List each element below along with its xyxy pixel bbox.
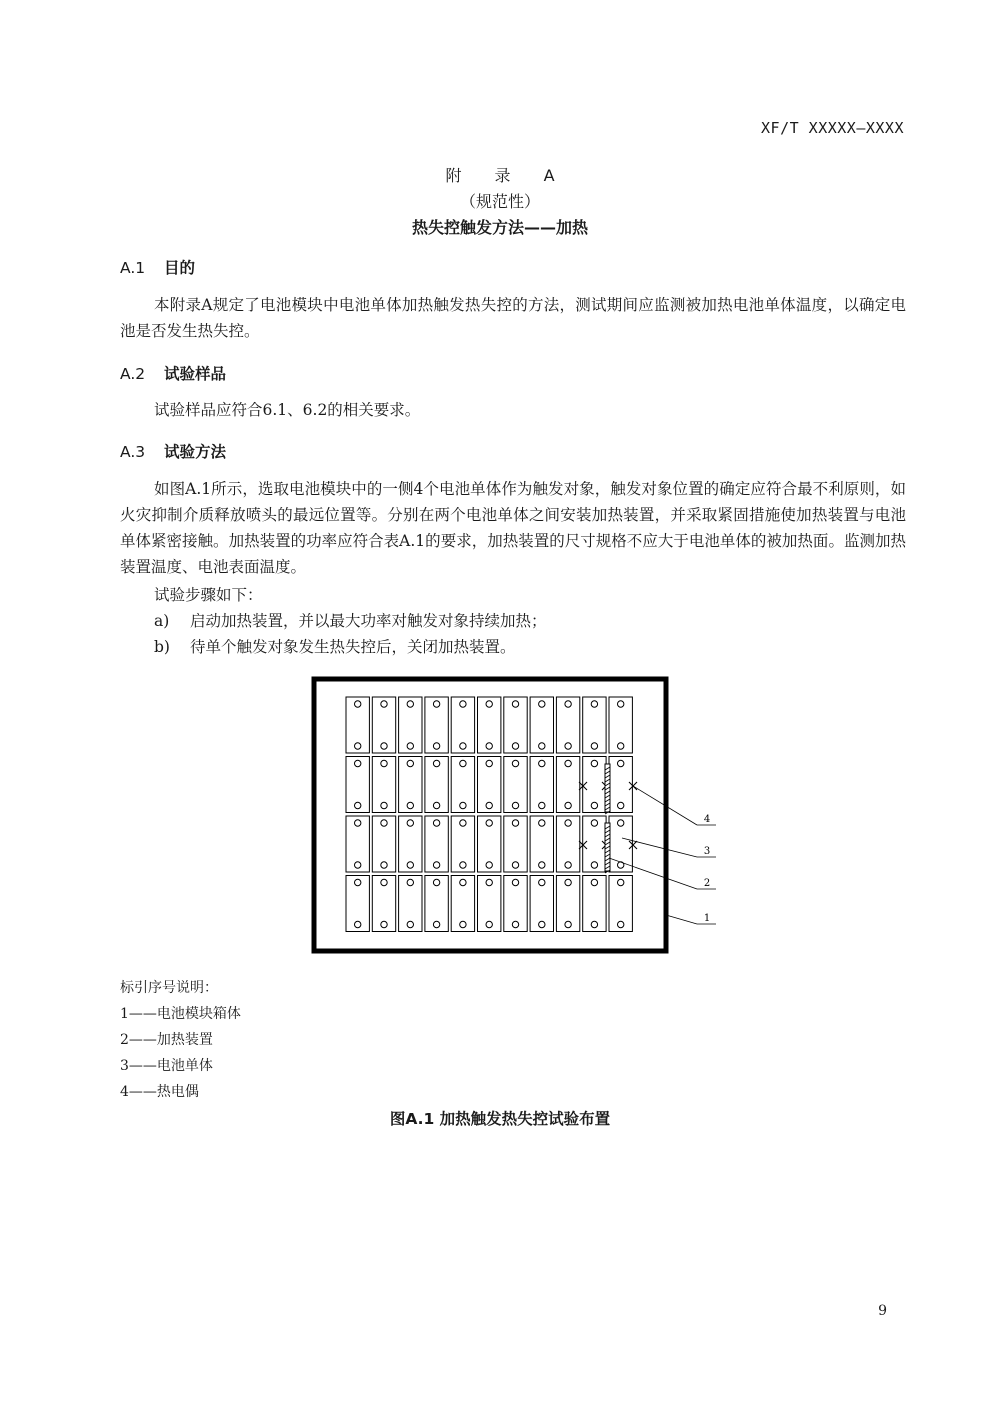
callout-3: 3 bbox=[703, 846, 711, 857]
cell-terminal bbox=[539, 862, 545, 868]
callout-1: 1 bbox=[703, 913, 711, 924]
heater-strip-upper bbox=[605, 764, 610, 814]
cell-terminal bbox=[539, 879, 545, 885]
cell-terminal bbox=[565, 802, 571, 808]
cell-terminal bbox=[460, 743, 466, 749]
leader-line-1 bbox=[666, 915, 697, 924]
cell-terminal bbox=[539, 760, 545, 766]
cell-terminal bbox=[618, 743, 624, 749]
battery-cell-grid bbox=[346, 697, 632, 932]
cell-terminal bbox=[460, 820, 466, 826]
cell-terminal bbox=[486, 701, 492, 707]
section-number: A.1 bbox=[120, 259, 146, 277]
cell-terminal bbox=[486, 802, 492, 808]
cell-terminal bbox=[512, 879, 518, 885]
cell-terminal bbox=[539, 743, 545, 749]
cell-terminal bbox=[512, 820, 518, 826]
cell-terminal bbox=[433, 802, 439, 808]
cell-terminal bbox=[433, 820, 439, 826]
cell-terminal bbox=[460, 921, 466, 927]
leader-line-3 bbox=[622, 838, 697, 857]
cell-terminal bbox=[512, 743, 518, 749]
cell-terminal bbox=[565, 879, 571, 885]
cell-terminal bbox=[433, 760, 439, 766]
cell-terminal bbox=[539, 921, 545, 927]
cell-terminal bbox=[539, 820, 545, 826]
cell-terminal bbox=[565, 921, 571, 927]
cell-terminal bbox=[407, 879, 413, 885]
cell-terminal bbox=[539, 701, 545, 707]
callout-2: 2 bbox=[703, 878, 711, 889]
appendix-title: 附 录 A bbox=[445, 166, 569, 185]
cell-terminal bbox=[355, 701, 361, 707]
cell-terminal bbox=[355, 760, 361, 766]
cell-terminal bbox=[407, 760, 413, 766]
cell-terminal bbox=[618, 921, 624, 927]
figure-caption: 图A.1 加热触发热失控试验布置 bbox=[389, 1110, 611, 1128]
document-code: XF/T XXXXX—XXXX bbox=[761, 119, 904, 137]
section-number: A.2 bbox=[120, 365, 146, 383]
cell-terminal bbox=[407, 802, 413, 808]
paragraph-purpose: 本附录A规定了电池模块中电池单体加热触发热失控的方法，测试期间应监测被加热电池单体温度，以确定电池是否发生热失控。 bbox=[120, 296, 906, 340]
cell-terminal bbox=[512, 760, 518, 766]
paragraph-sample: 试验样品应符合6.1、6.2的相关要求。 bbox=[154, 401, 421, 419]
cell-terminal bbox=[591, 760, 597, 766]
cell-terminal bbox=[460, 802, 466, 808]
cell-terminal bbox=[591, 879, 597, 885]
cell-terminal bbox=[591, 921, 597, 927]
cell-terminal bbox=[512, 701, 518, 707]
cell-terminal bbox=[355, 743, 361, 749]
cell-terminal bbox=[407, 701, 413, 707]
cell-terminal bbox=[486, 743, 492, 749]
cell-terminal bbox=[355, 802, 361, 808]
cell-terminal bbox=[381, 862, 387, 868]
cell-terminal bbox=[591, 862, 597, 868]
appendix-name: 热失控触发方法——加热 bbox=[411, 218, 588, 237]
key-item: 3——电池单体 bbox=[120, 1058, 213, 1074]
cell-terminal bbox=[381, 879, 387, 885]
cell-terminal bbox=[512, 921, 518, 927]
cell-terminal bbox=[433, 921, 439, 927]
cell-terminal bbox=[486, 862, 492, 868]
section-title: 试验样品 bbox=[164, 365, 227, 383]
cell-terminal bbox=[565, 701, 571, 707]
cell-terminal bbox=[486, 820, 492, 826]
cell-terminal bbox=[618, 879, 624, 885]
step-marker: a) bbox=[154, 612, 170, 630]
cell-terminal bbox=[512, 802, 518, 808]
section-title: 目的 bbox=[164, 259, 196, 277]
section-number: A.3 bbox=[120, 443, 146, 461]
cell-terminal bbox=[407, 862, 413, 868]
cell-terminal bbox=[433, 879, 439, 885]
cell-terminal bbox=[591, 701, 597, 707]
cell-terminal bbox=[486, 921, 492, 927]
cell-terminal bbox=[460, 760, 466, 766]
cell-terminal bbox=[539, 802, 545, 808]
cell-terminal bbox=[486, 760, 492, 766]
key-item: 4——热电偶 bbox=[120, 1084, 199, 1100]
cell-terminal bbox=[460, 701, 466, 707]
cell-terminal bbox=[381, 820, 387, 826]
cell-terminal bbox=[355, 921, 361, 927]
cell-terminal bbox=[591, 820, 597, 826]
cell-terminal bbox=[486, 879, 492, 885]
cell-terminal bbox=[512, 862, 518, 868]
cell-terminal bbox=[355, 820, 361, 826]
cell-terminal bbox=[381, 921, 387, 927]
cell-terminal bbox=[381, 760, 387, 766]
paragraph-steps-intro: 试验步骤如下： bbox=[154, 586, 263, 604]
cell-terminal bbox=[565, 862, 571, 868]
cell-terminal bbox=[565, 743, 571, 749]
cell-terminal bbox=[618, 760, 624, 766]
paragraph-method: 如图A.1所示，选取电池模块中的一侧4个电池单体作为触发对象，触发对象位置的确定应符合最不利原则，如火灾抑制介质释放喷头的最远位置等。分别在两个电池单体之间安装加热装置，并采取紧固措施使加热装置与电池单体紧密接触。加热装置的功率应符合表A.1的要求，加热装置的尺寸规格不应大于电池单体的被加热面。监测加热装置温度、电池表面温度。 bbox=[120, 480, 906, 576]
cell-terminal bbox=[591, 802, 597, 808]
cell-terminal bbox=[618, 802, 624, 808]
key-item: 1——电池模块箱体 bbox=[120, 1006, 241, 1022]
cell-terminal bbox=[355, 879, 361, 885]
appendix-type: （规范性） bbox=[459, 192, 540, 211]
cell-terminal bbox=[618, 820, 624, 826]
cell-terminal bbox=[591, 743, 597, 749]
step-marker: b) bbox=[154, 638, 170, 656]
key-title: 标引序号说明： bbox=[120, 980, 218, 996]
cell-terminal bbox=[433, 743, 439, 749]
cell-terminal bbox=[565, 820, 571, 826]
cell-terminal bbox=[381, 802, 387, 808]
callout-4: 4 bbox=[703, 814, 711, 825]
cell-terminal bbox=[381, 701, 387, 707]
step-text: 启动加热装置，并以最大功率对触发对象持续加热； bbox=[190, 612, 547, 630]
cell-terminal bbox=[433, 701, 439, 707]
cell-terminal bbox=[407, 820, 413, 826]
cell-terminal bbox=[407, 921, 413, 927]
step-text: 待单个触发对象发生热失控后，关闭加热装置。 bbox=[190, 638, 516, 656]
cell-terminal bbox=[355, 862, 361, 868]
key-item: 2——加热装置 bbox=[120, 1032, 213, 1048]
cell-terminal bbox=[460, 862, 466, 868]
cell-terminal bbox=[618, 701, 624, 707]
heater-strip-lower bbox=[605, 823, 610, 873]
cell-terminal bbox=[460, 879, 466, 885]
cell-terminal bbox=[381, 743, 387, 749]
cell-terminal bbox=[565, 760, 571, 766]
cell-terminal bbox=[433, 862, 439, 868]
section-title: 试验方法 bbox=[164, 443, 227, 461]
cell-terminal bbox=[407, 743, 413, 749]
page-number: 9 bbox=[878, 1303, 887, 1319]
